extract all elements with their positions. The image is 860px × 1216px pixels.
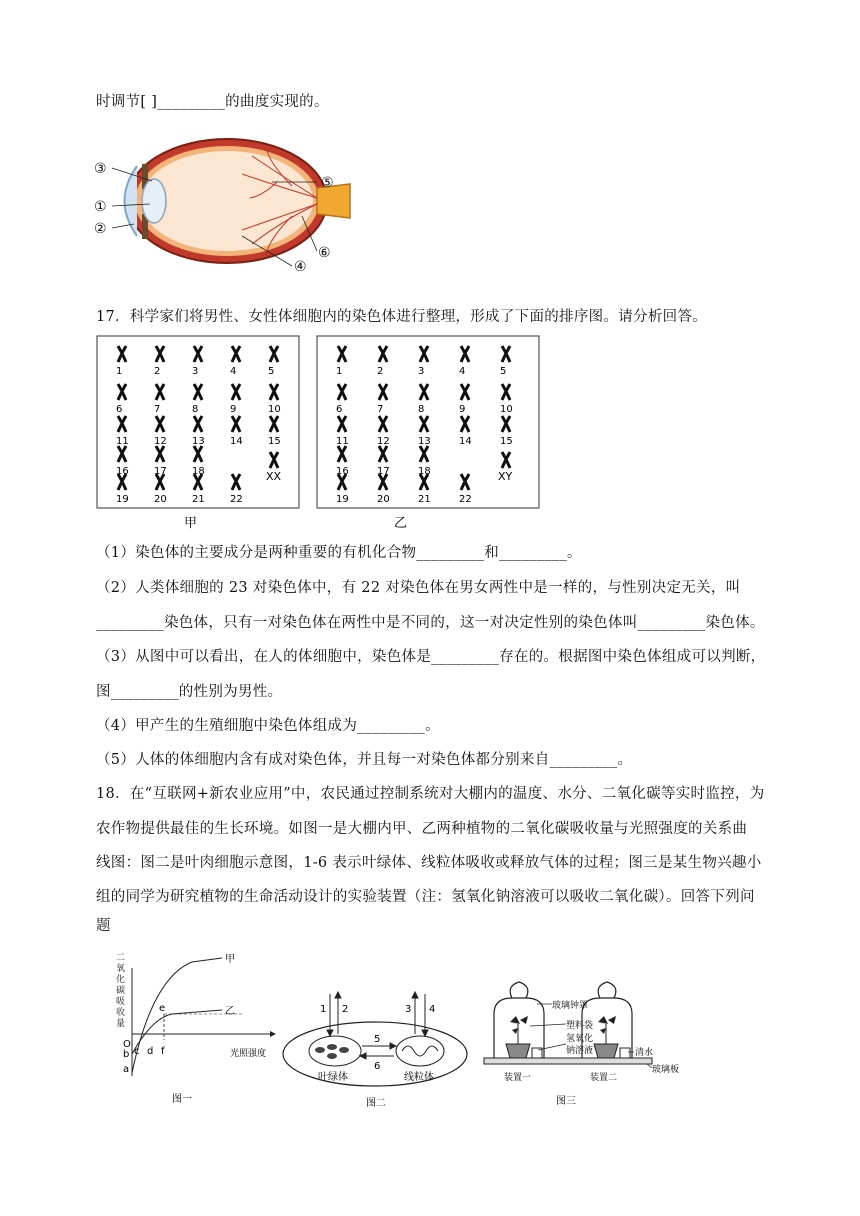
device-label: 装置一 <box>504 1073 532 1083</box>
figure-2-cell <box>280 986 476 1114</box>
curve-label-b: 乙 <box>225 1006 235 1017</box>
chromosome-glyph <box>194 384 202 400</box>
chromosome-glyph <box>194 446 202 462</box>
q17-stem: 17．科学家们将男性、女性体细胞内的染色体进行整理，形成了下面的排序图。请分析回答。 <box>96 309 708 325</box>
eye-label: ④ <box>294 259 307 275</box>
chromosome-number: 16 <box>116 466 129 477</box>
q18-line4: 组的同学为研究植物的生命活动设计的实验装置（注：氢氧化钠溶液可以吸收二氧化碳）。回答下列问 <box>96 889 755 905</box>
chromosome-number: 16 <box>336 466 349 477</box>
y-axis-label-char: 氧 <box>116 964 126 974</box>
y-axis-label-char: 化 <box>116 975 126 985</box>
panel-caption-a: 甲 <box>184 516 198 531</box>
chromosome-number: 7 <box>377 404 384 415</box>
chromosome-number: 8 <box>192 404 199 415</box>
karyotype-figure <box>96 334 542 536</box>
eye-label: ⑤ <box>321 175 334 191</box>
chromosome-number: 5 <box>268 366 275 377</box>
chromosome-glyph <box>379 446 387 462</box>
organelle-label: 叶绿体 <box>318 1072 348 1083</box>
chromosome-glyph <box>379 384 387 400</box>
q18-line1: 18．在“互联网+新农业应用”中，农民通过控制系统对大棚内的温度、水分、二氧化碳等实时监控，为 <box>96 786 765 802</box>
eye-label: ③ <box>94 161 107 177</box>
q17-part2a: （2）人类体细胞的 23 对染色体中，有 22 对染色体在男女两性中是一样的，与性别决定无关，叫 <box>96 580 741 596</box>
chromosome-glyph <box>232 346 240 362</box>
q17-part2b: _________染色体，只有一对染色体在两性中是不同的，这一对决定性别的染色体叫_________染色体。 <box>96 615 765 631</box>
sex-chromosome-label: XY <box>498 470 513 483</box>
chromosome-glyph <box>156 446 164 462</box>
apparatus-label: 钠溶液 <box>566 1046 594 1056</box>
chromosome-number: 10 <box>500 404 513 415</box>
q17-part1: （1）染色体的主要成分是两种重要的有机化合物_________和_________。 <box>96 545 582 561</box>
q18-line2: 农作物提供最佳的生长环境。如图一是大棚内甲、乙两种植物的二氧化碳吸收量与光照强度的关系曲 <box>96 821 748 837</box>
chromosome-number: 1 <box>336 366 343 377</box>
chromosome-number: 21 <box>418 494 431 505</box>
chromosome-number: 11 <box>336 436 349 447</box>
chromosome-glyph <box>420 346 428 362</box>
chromosome-glyph <box>338 446 346 462</box>
chromosome-glyph <box>118 346 126 362</box>
chromosome-glyph <box>118 446 126 462</box>
chromosome-number: 20 <box>154 494 167 505</box>
point-label: O <box>123 1039 131 1050</box>
figure-caption: 图三 <box>556 1096 576 1107</box>
chromosome-glyph <box>270 452 278 468</box>
chromosome-number: 9 <box>230 404 237 415</box>
point-label: d <box>147 1046 154 1057</box>
chromosome-glyph <box>461 346 469 362</box>
chromosome-number: 12 <box>154 436 167 447</box>
y-axis-label-char: 吸 <box>116 997 126 1007</box>
arrow-label: 6 <box>374 1061 381 1072</box>
chromosome-glyph <box>461 474 469 490</box>
chromosome-number: 17 <box>154 466 167 477</box>
chromosome-glyph <box>118 416 126 432</box>
q17-part4: （4）甲产生的生殖细胞中染色体组成为_________。 <box>96 718 440 734</box>
chromosome-number: 3 <box>418 366 425 377</box>
chromosome-glyph <box>194 346 202 362</box>
q18-line5: 题 <box>96 918 111 934</box>
chromosome-number: 6 <box>336 404 343 415</box>
chromosome-glyph <box>338 346 346 362</box>
apparatus-label: 塑料袋 <box>566 1021 594 1031</box>
q18-line3: 线图：图二是叶肉细胞示意图，1-6 表示叶绿体、线粒体吸收或释放气体的过程；图三是某生物兴趣小 <box>96 855 762 871</box>
y-axis-label-char: 量 <box>116 1019 126 1029</box>
figure-3-apparatus <box>482 964 692 1114</box>
point-label: a <box>123 1064 130 1075</box>
arrow-label: 2 <box>342 1004 349 1015</box>
apparatus-label: 清水 <box>635 1048 654 1058</box>
figure-1-curve <box>112 948 282 1112</box>
chromosome-glyph <box>420 416 428 432</box>
q17-part3b: 图_________的性别为男性。 <box>96 684 283 700</box>
chromosome-number: 15 <box>500 436 513 447</box>
chromosome-glyph <box>270 384 278 400</box>
chromosome-glyph <box>461 416 469 432</box>
arrow-label: 4 <box>429 1004 436 1015</box>
chromosome-number: 5 <box>500 366 507 377</box>
arrow-label: 5 <box>374 1034 381 1045</box>
chromosome-number: 11 <box>116 436 129 447</box>
chromosome-number: 7 <box>154 404 161 415</box>
chromosome-glyph <box>338 384 346 400</box>
device-label: 装置二 <box>590 1073 618 1083</box>
curve-label-a: 甲 <box>225 954 235 965</box>
figure-caption: 图二 <box>366 1098 386 1109</box>
y-axis-label-char: 碳 <box>116 986 126 996</box>
chromosome-number: 4 <box>459 366 466 377</box>
apparatus-label: 玻璃钟罩 <box>552 1001 589 1011</box>
chromosome-glyph <box>379 346 387 362</box>
text-line-top: 时调节[ ]_________的曲度实现的。 <box>96 94 329 110</box>
y-axis-label-char: 二 <box>116 953 126 963</box>
chromosome-number: 19 <box>116 494 129 505</box>
chromosome-glyph <box>420 446 428 462</box>
chromosome-number: 1 <box>116 366 123 377</box>
chromosome-glyph <box>502 416 510 432</box>
chromosome-number: 2 <box>377 366 384 377</box>
q17-part5: （5）人体的体细胞内含有成对染色体，并且每一对染色体都分别来自_________。 <box>96 752 633 768</box>
chromosome-number: 20 <box>377 494 390 505</box>
eye-label: ② <box>94 221 107 237</box>
chromosome-glyph <box>502 452 510 468</box>
chromosome-number: 18 <box>418 466 431 477</box>
chromosome-glyph <box>118 384 126 400</box>
chromosome-glyph <box>156 384 164 400</box>
eye-label: ① <box>94 199 107 215</box>
point-label: c <box>134 1046 140 1057</box>
apparatus-label: 玻璃板 <box>652 1065 680 1075</box>
chromosome-number: 12 <box>377 436 390 447</box>
chromosome-number: 8 <box>418 404 425 415</box>
chromosome-number: 15 <box>268 436 281 447</box>
chromosome-number: 14 <box>230 436 243 447</box>
chromosome-glyph <box>502 346 510 362</box>
chromosome-number: 9 <box>459 404 466 415</box>
apparatus-label: 氢氧化 <box>566 1034 594 1044</box>
chromosome-glyph <box>156 346 164 362</box>
chromosome-number: 19 <box>336 494 349 505</box>
organelle-label: 线粒体 <box>404 1072 434 1083</box>
chromosome-number: 14 <box>459 436 472 447</box>
eye-diagram <box>92 126 352 280</box>
chromosome-number: 18 <box>192 466 205 477</box>
chromosome-number: 4 <box>230 366 237 377</box>
point-label: f <box>161 1046 165 1057</box>
chromosome-number: 13 <box>192 436 205 447</box>
chromosome-number: 2 <box>154 366 161 377</box>
chromosome-glyph <box>270 416 278 432</box>
q17-part3a: （3）从图中可以看出，在人的体细胞中，染色体是_________存在的。根据图中染色体组成可以判断， <box>96 649 766 665</box>
figure-caption: 图一 <box>172 1094 192 1105</box>
y-axis-label-char: 收 <box>116 1008 126 1018</box>
chromosome-number: 17 <box>377 466 390 477</box>
chromosome-glyph <box>461 384 469 400</box>
chromosome-glyph <box>502 384 510 400</box>
arrow-label: 1 <box>320 1004 327 1015</box>
chromosome-number: 21 <box>192 494 205 505</box>
chromosome-glyph <box>338 416 346 432</box>
chromosome-number: 3 <box>192 366 199 377</box>
chromosome-glyph <box>232 474 240 490</box>
chromosome-glyph <box>379 416 387 432</box>
chromosome-number: 6 <box>116 404 123 415</box>
point-label: e <box>159 1003 166 1014</box>
chromosome-glyph <box>156 416 164 432</box>
chromosome-glyph <box>232 384 240 400</box>
chromosome-number: 10 <box>268 404 281 415</box>
sex-chromosome-label: XX <box>266 470 282 483</box>
chromosome-glyph <box>420 384 428 400</box>
panel-caption-b: 乙 <box>394 516 408 531</box>
eye-label: ⑥ <box>318 245 331 261</box>
chromosome-number: 22 <box>230 494 243 505</box>
chromosome-glyph <box>232 416 240 432</box>
point-label: b <box>123 1049 130 1060</box>
x-axis-label: 光照强度 <box>230 1049 267 1059</box>
chromosome-glyph <box>270 346 278 362</box>
arrow-label: 3 <box>405 1004 412 1015</box>
chromosome-glyph <box>194 416 202 432</box>
chromosome-number: 13 <box>418 436 431 447</box>
chromosome-number: 22 <box>459 494 472 505</box>
